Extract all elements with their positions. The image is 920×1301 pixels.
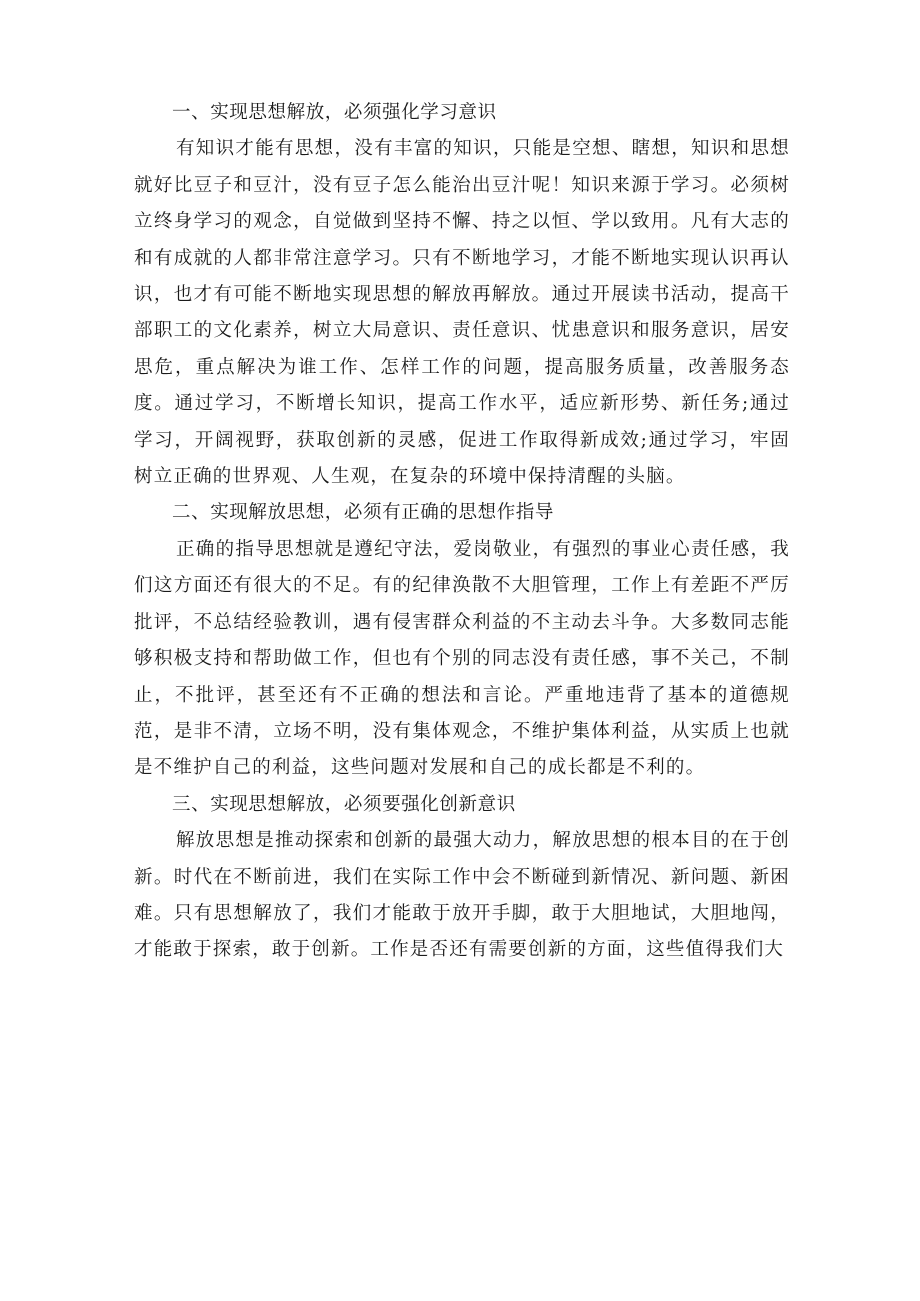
section-1-heading: 一、实现思想解放，必须强化学习意识 [172, 102, 497, 123]
document-body [134, 95, 790, 969]
section-2-paragraph: 正确的指导思想就是遵纪守法，爱岗敬业，有强烈的事业心责任感，我们这方面还有很大的不足。有的纪律涣散不大胆管理，工作上有差距不严厉批评，不总结经验教训，遇有侵害群众利益的不主动去斗争。大多数同志能够积极支持和帮助做工作，但也有个别的同志没有责任感，事不关己，不制止，不批评，甚至还有不正确的想法和言论。严重地违背了基本的道德规范，是非不清，立场不明，没有集体观念，不维护集体利益，从实质上也就是不维护自己的利益，这些问题对发展和自己的成长都是不利的。 [134, 538, 790, 779]
section-1-paragraph: 有知识才能有思想，没有丰富的知识，只能是空想、瞎想，知识和思想就好比豆子和豆汁，没有豆子怎么能治出豆汁呢！知识来源于学习。必须树立终身学习的观念，自觉做到坚持不懈、持之以恒、学以致用。凡有大志的和有成就的人都非常注意学习。只有不断地学习，才能不断地实现认识再认识，也才有可能不断地实现思想的解放再解放。通过开展读书活动，提高干部职工的文化素养，树立大局意识、责任意识、忧患意识和服务意识，居安思危，重点解决为谁工作、怎样工作的问题，提高服务质量，改善服务态度。通过学习，不断增长知识，提高工作水平，适应新形势、新任务;通过学习，开阔视野，获取创新的灵感，促进工作取得新成效;通过学习，牢固树立正确的世界观、人生观，在复杂的环境中保持清醒的头脑。 [134, 138, 790, 488]
section-3-heading: 三、实现思想解放，必须要强化创新意识 [172, 793, 516, 815]
section-3-paragraph: 解放思想是推动探索和创新的最强大动力，解放思想的根本目的在于创新。时代在不断前进，我们在实际工作中会不断碰到新情况、新问题、新困难。只有思想解放了，我们才能敢于放开手脚，敢于大胆地试，大胆地闯，才能敢于探索，敢于创新。工作是否还有需要创新的方面，这些值得我们大 [134, 830, 790, 961]
section-2-heading: 二、实现解放思想，必须有正确的思想作指导 [172, 502, 555, 524]
